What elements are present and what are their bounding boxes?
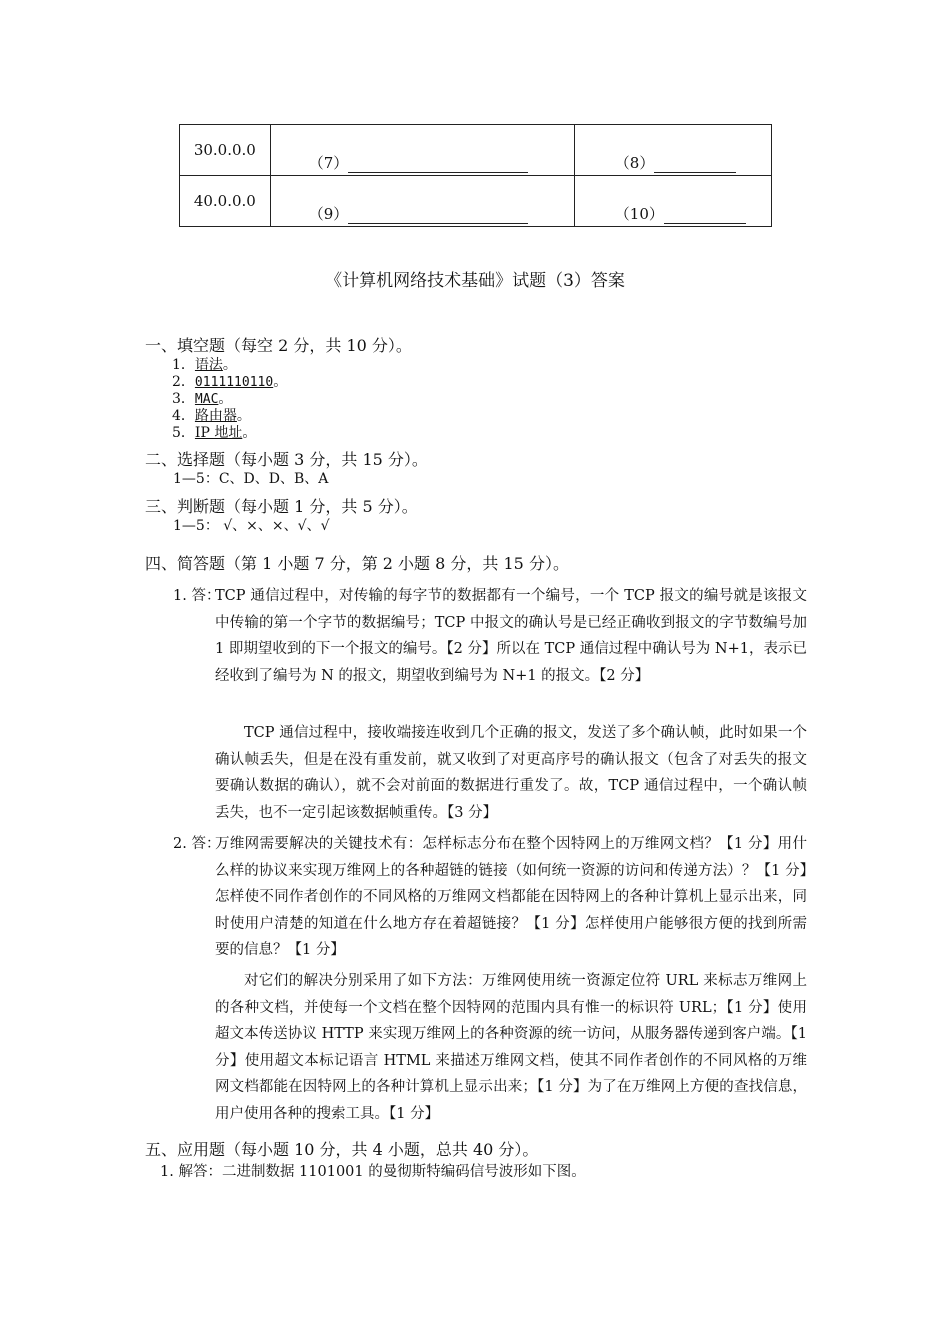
answer-paragraph: 2. 答： 万维网需要解决的关键技术有：怎样标志分布在整个因特网上的万维网文档？【1 分】用什么样的协议来实现万维网上的各种超链的链接（如何统一资源的访问和传递方法）？【1 分】怎样使不同作者创作的不同风格的万维网文档都能在因特网上的各种计算机上显示出来，同时使用户清楚的知道在什么地方存在着超链接？【1 分】怎样使用户能够很方便的找到所需要的信息？【1 分】	[215, 831, 807, 964]
section-heading-application: 五、应用题（每小题 10 分，共 4 小题，总共 40 分）。	[145, 1140, 539, 1159]
network-cell: 40.0.0.0	[180, 176, 271, 227]
section-heading-fill-blank: 一、填空题（每空 2 分，共 10 分）。	[145, 336, 412, 355]
section-heading-judge: 三、判断题（每小题 1 分，共 5 分）。	[145, 497, 418, 516]
list-item: 5．IP 地址。	[172, 425, 257, 441]
list-item: 4．路由器。	[172, 408, 251, 424]
section-heading-short-answer: 四、简答题（第 1 小题 7 分，第 2 小题 8 分，共 15 分）。	[145, 554, 569, 573]
routing-table	[179, 124, 772, 227]
next-hop-cell	[270, 176, 574, 227]
choice-answers: 1—5：C、D、D、B、A	[173, 471, 329, 487]
table-row	[180, 176, 772, 227]
next-hop-cell	[270, 125, 574, 176]
document-title: 《计算机网络技术基础》试题（3）答案	[325, 271, 625, 291]
fill-blank: （7）	[309, 152, 529, 173]
network-cell: 30.0.0.0	[180, 125, 271, 176]
list-item: 1．语法。	[172, 357, 237, 373]
list-item: 3．MAC。	[172, 391, 233, 407]
fill-blank: （9）	[309, 203, 529, 224]
table-row	[180, 125, 772, 176]
interface-cell	[574, 125, 771, 176]
section-heading-choice: 二、选择题（每小题 3 分，共 15 分）。	[145, 450, 428, 469]
fill-blank: （8）	[615, 152, 737, 173]
answer-paragraph: 对它们的解决分别采用了如下方法：万维网使用统一资源定位符 URL 来标志万维网上的各种文档，并使每一个文档在整个因特网的范围内具有惟一的标识符 URL；【1 分】使用超文本传送协议 HTTP 来实现万维网上的各种资源的统一访问，从服务器传递到客户端。【1 分】使用超文本标记语言 HTML 来描述万维网文档，使其不同作者创作的不同风格的万维网文档都能在因特网上的各种计算机上显示出来；【1 分】为了在万维网上方便的查找信息，用户使用各种的搜索工具。【1 分】	[215, 973, 807, 1122]
list-item: 2．0111110110。	[172, 374, 288, 390]
interface-cell	[574, 176, 771, 227]
answer-paragraph: TCP 通信过程中，接收端接连收到几个正确的报文，发送了多个确认帧，此时如果一个确认帧丢失，但是在没有重发前，就又收到了对更高序号的确认报文（包含了对丢失的报文要确认数据的确认），就不会对前面的数据进行重发了。故，TCP 通信过程中，一个确认帧丢失，也不一定引起该数据帧重传。【3 分】	[215, 725, 807, 821]
fill-blank: （10）	[615, 203, 746, 224]
answer-paragraph: 1. 答： TCP 通信过程中，对传输的每字节的数据都有一个编号，一个 TCP 报文的编号就是该报文中传输的第一个字节的数据编号；TCP 中报文的确认号是已经正确收到报文的字节数编号加 1 即期望收到的下一个报文的编号。【2 分】所以在 TCP 通信过程中确认号为 N+1，表示已经收到了编号为 N 的报文，期望收到编号为 N+1 的报文。【2 分】	[215, 583, 807, 689]
application-answer: 1. 解答：二进制数据 1101001 的曼彻斯特编码信号波形如下图。	[160, 1164, 586, 1180]
question-number: 1. 答：	[173, 588, 221, 604]
judge-answers: 1—5： √、×、×、√、√	[173, 518, 330, 534]
question-number: 2. 答：	[173, 836, 221, 852]
